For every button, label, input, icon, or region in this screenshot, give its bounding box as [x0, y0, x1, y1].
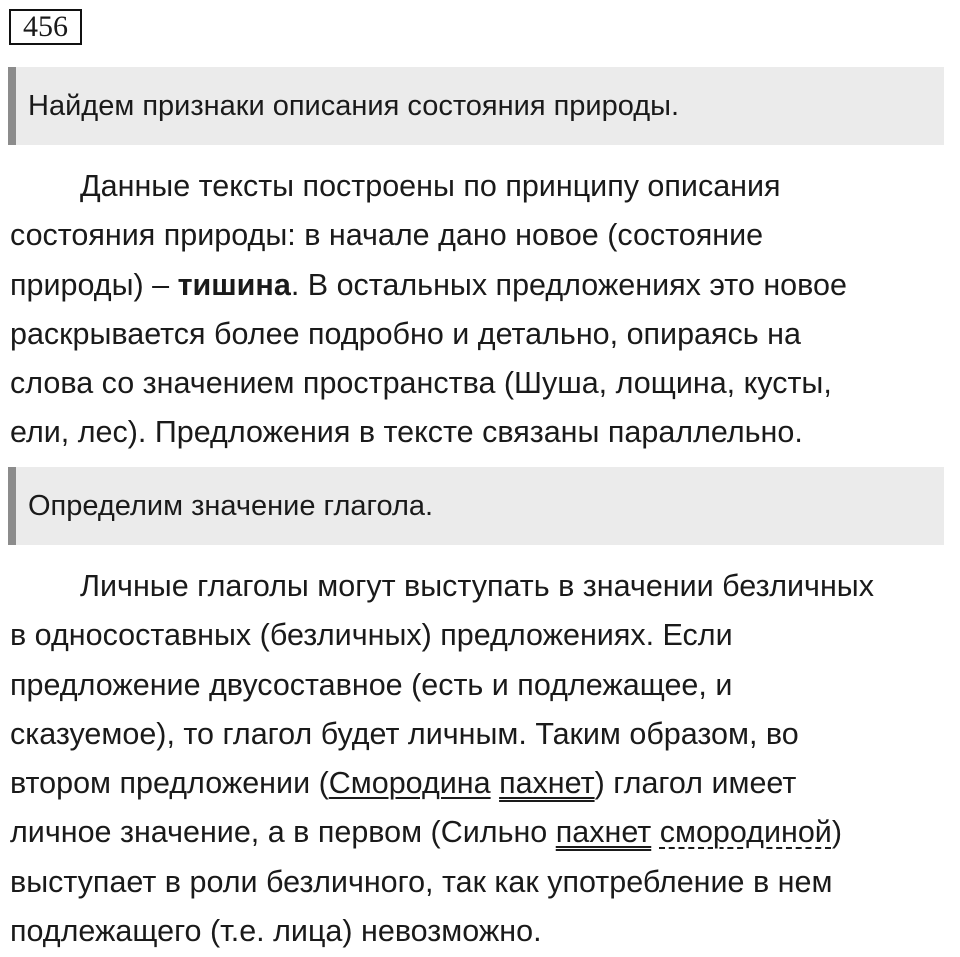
text-segment [491, 766, 499, 800]
exercise-number: 456 [9, 9, 82, 45]
object-underlined: смородиной [659, 815, 832, 850]
text-segment: личное значение, а в первом (Сильно [10, 815, 556, 850]
paragraph-line: слова со значением пространства (Шуша, лощина, кусты, [10, 366, 832, 401]
paragraph-line [10, 808, 955, 857]
paragraph-line: сказуемое), то глагол будет личным. Таким образом, во [10, 716, 799, 751]
paragraph-line: в односоставных (безличных) предложениях. Если [10, 618, 733, 653]
text-segment: ) [831, 815, 843, 850]
section-heading-verb-text: Определим значение глагола. [28, 489, 434, 522]
paragraph-line [10, 759, 955, 808]
paragraph-line: выступает в роли безличного, так как употребление в нем [10, 864, 833, 899]
predicate-underlined: пахнет [499, 766, 595, 801]
text-segment [651, 815, 659, 849]
text-segment: ) глагол имеет [594, 766, 797, 801]
section-heading-verb [8, 467, 944, 545]
paragraph-line: подлежащего (т.е. лица) невозможно. [10, 914, 542, 949]
paragraph-line: ели, лес). Предложения в тексте связаны параллельно. [10, 415, 803, 450]
section-heading-nature-text: Найдем признаки описания состояния природы. [28, 89, 680, 122]
paragraph-line: Личные глаголы могут выступать в значении безличных [80, 569, 874, 603]
section-heading-nature [8, 67, 944, 145]
subject-underlined: Смородина [328, 766, 491, 801]
predicate-underlined: пахнет [555, 815, 652, 850]
paragraph-line: Данные тексты построены по принципу описания [80, 169, 781, 203]
nature-description-paragraph [10, 162, 955, 458]
paragraph-line: предложение двусоставное (есть и подлежащее, и [10, 667, 733, 702]
paragraph-line [10, 261, 955, 310]
text-segment: втором предложении ( [10, 766, 329, 801]
paragraph-line: раскрывается более подробно и детально, опираясь на [10, 316, 801, 351]
text-segment: . В остальных предложениях это новое [290, 267, 847, 302]
paragraph-line: состояния природы: в начале дано новое (состояние [10, 218, 764, 253]
verb-meaning-paragraph [10, 562, 955, 956]
bold-keyword: тишина [177, 267, 291, 302]
text-segment: природы) – [10, 267, 178, 302]
